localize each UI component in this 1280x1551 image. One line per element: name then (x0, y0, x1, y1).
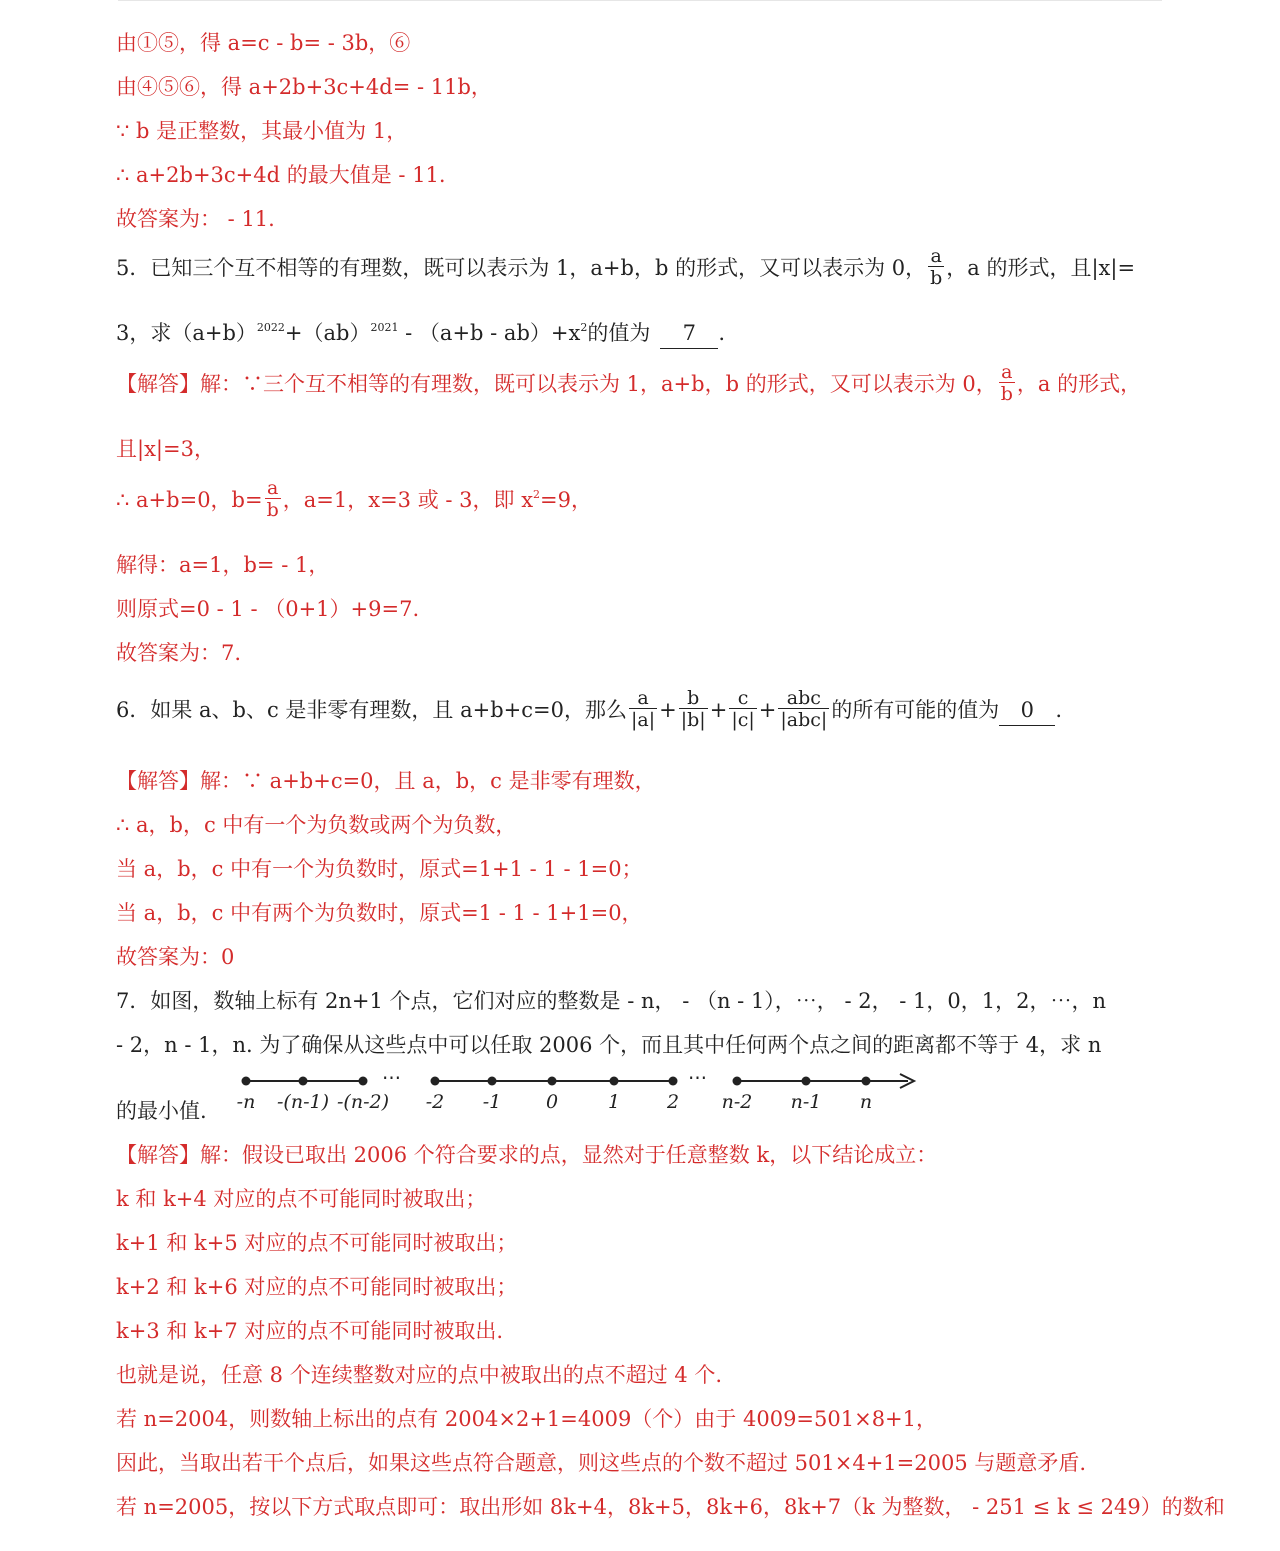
fraction-numerator: abc (778, 688, 829, 709)
answer-6-line-3: 当 a，b，c 中有一个为负数时，原式=1+1 - 1 - 1=0； (116, 857, 643, 881)
fraction-denominator: b (1000, 383, 1013, 405)
axis-point-label: n-2 (721, 1091, 753, 1113)
axis-point (548, 1077, 557, 1086)
answer-7-line-4: k+2 和 k+6 对应的点不可能同时被取出； (116, 1275, 518, 1299)
answer-5-line-6: 故答案为：7. (116, 641, 242, 665)
question-7-line-2: - 2，n - 1，n. 为了确保从这些点中可以任取 2006 个，而且其中任何两个点之间的距离都不等于 4，求 n (116, 1033, 1102, 1057)
solution-line: 由①⑤，得 a=c - b= - 3b，⑥ (116, 31, 411, 55)
question-text: . (1055, 698, 1062, 722)
fraction (928, 246, 944, 289)
number-line-figure (230, 1062, 930, 1122)
answer-text: =9， (540, 488, 593, 512)
axis-point (242, 1077, 251, 1086)
axis-point (862, 1077, 871, 1086)
question-7-line-3: 的最小值. (116, 1099, 207, 1123)
answer-text: ∴ a+b=0，b= (116, 488, 263, 512)
question-6 (116, 687, 1062, 733)
question-text: . (718, 321, 726, 345)
question-text: 3，求（a+b） (116, 321, 257, 345)
answer-text: 解：假设已取出 2006 个符合要求的点，显然对于任意整数 k，以下结论成立： (200, 1143, 938, 1167)
fraction-numerator: a (629, 688, 657, 709)
answer-text: 解：∵ a+b+c=0，且 a，b，c 是非零有理数， (200, 769, 656, 793)
answer-tag: 【解答】 (116, 1143, 200, 1167)
fraction-numerator: a (999, 362, 1015, 383)
plus-sign: + (659, 698, 677, 722)
axis-point-label: -(n-1) (277, 1091, 329, 1113)
fraction-denominator: b (266, 499, 279, 521)
axis-point (299, 1077, 308, 1086)
answer-5-line-5: 则原式=0 - 1 - （0+1）+9=7. (116, 597, 420, 621)
solution-line: ∴ a+2b+3c+4d 的最大值是 - 11. (116, 163, 446, 187)
answer-7-line-3: k+1 和 k+5 对应的点不可能同时被取出； (116, 1231, 518, 1255)
fraction-denominator: |b| (680, 709, 706, 731)
axis-point (488, 1077, 497, 1086)
answer-tag: 【解答】 (116, 372, 200, 396)
fraction-numerator: a (928, 246, 944, 267)
fraction (778, 688, 829, 731)
exponent: 2022 (256, 321, 285, 334)
question-text: 的所有可能的值为 (831, 698, 1000, 722)
answer-line: 故答案为： - 11. (116, 207, 275, 231)
exponent: 2 (580, 321, 588, 334)
answer-5-line-1 (116, 361, 1142, 407)
fraction-denominator: |c| (731, 709, 755, 731)
answer-7-line-2: k 和 k+4 对应的点不可能同时被取出； (116, 1187, 487, 1211)
question-7-line-1: 7．如图，数轴上标有 2n+1 个点，它们对应的整数是 - n， - （n - 1），⋯， - 2， - 1，0，1，2，⋯，n (116, 989, 1107, 1013)
question-text: 的值为 (587, 321, 651, 345)
answer-7-line-6: 也就是说，任意 8 个连续整数对应的点中被取出的点不超过 4 个. (116, 1363, 723, 1387)
fraction (629, 688, 657, 731)
top-divider (118, 0, 1162, 1)
axis-point-label: -1 (482, 1091, 502, 1113)
axis-point-label: -(n-2) (337, 1091, 389, 1113)
answer-6-line-2: ∴ a，b，c 中有一个为负数或两个为负数， (116, 813, 517, 837)
question-text: +（ab） (284, 321, 371, 345)
answer-5-line-4: 解得：a=1，b= - 1， (116, 553, 330, 577)
axis-point-label: n (859, 1091, 873, 1113)
answer-tag: 【解答】 (116, 769, 200, 793)
plus-sign: + (758, 698, 777, 722)
fraction (265, 478, 281, 521)
axis-ellipsis: ⋯ (688, 1067, 707, 1089)
solution-line: 由④⑤⑥，得 a+2b+3c+4d= - 11b， (116, 75, 492, 99)
question-text: - （a+b - ab）+x (398, 321, 581, 345)
fraction (729, 688, 756, 731)
axis-point-label: 1 (607, 1091, 621, 1113)
answer-7-line-1 (116, 1140, 937, 1170)
axis-point (669, 1077, 678, 1086)
question-5-line-1 (116, 245, 1136, 291)
question-5-line-2 (116, 318, 725, 352)
axis-point (431, 1077, 440, 1086)
answer-7-line-9: 若 n=2005，按以下方式取点即可：取出形如 8k+4，8k+5，8k+6，8k+7（k 为整数， - 251 ≤ k ≤ 249）的数和 (116, 1495, 1225, 1519)
question-text: 5．已知三个互不相等的有理数，既可以表示为 1，a+b，b 的形式，又可以表示为 0， (116, 256, 927, 280)
fraction (999, 362, 1015, 405)
solution-line: ∵ b 是正整数，其最小值为 1， (116, 119, 408, 143)
exponent: 2021 (370, 321, 399, 334)
fraction-denominator: |abc| (780, 709, 828, 731)
answer-7-line-7: 若 n=2004，则数轴上标出的点有 2004×2+1=4009（个）由于 4009=501×8+1， (116, 1407, 938, 1431)
answer-7-line-8: 因此，当取出若干个点后，如果这些点符合题意，则这些点的个数不超过 501×4+1=2005 与题意矛盾. (116, 1451, 1087, 1475)
axis-point (610, 1077, 619, 1086)
axis-point-label: n-1 (790, 1091, 822, 1113)
axis-point (802, 1077, 811, 1086)
exponent: 2 (533, 488, 541, 501)
answer-text: 解：∵三个互不相等的有理数，既可以表示为 1，a+b，b 的形式，又可以表示为 0， (200, 372, 997, 396)
answer-text: ，a 的形式， (1016, 372, 1142, 396)
axis-point (359, 1077, 368, 1086)
fraction-denominator: |a| (630, 709, 656, 731)
answer-6-line-5: 故答案为：0 (116, 945, 235, 969)
answer-6-line-1 (116, 766, 656, 796)
answer-7-line-5: k+3 和 k+7 对应的点不可能同时被取出. (116, 1319, 504, 1343)
axis-point-label: 2 (666, 1091, 680, 1113)
question-text: 6．如果 a、b、c 是非零有理数，且 a+b+c=0，那么 (116, 698, 627, 722)
axis-point-label: -2 (425, 1091, 445, 1113)
axis-point-label: 0 (545, 1091, 559, 1113)
axis-point-label: -n (236, 1091, 256, 1113)
fraction-numerator: c (729, 688, 756, 709)
fraction (679, 688, 708, 731)
answer-6-line-4: 当 a，b，c 中有两个为负数时，原式=1 - 1 - 1+1=0， (116, 901, 643, 925)
fraction-numerator: b (679, 688, 708, 709)
answer-blank: 7 (660, 318, 718, 349)
answer-5-line-2: 且|x|=3， (116, 437, 215, 461)
plus-sign: + (709, 698, 728, 722)
fraction-numerator: a (265, 478, 281, 499)
answer-5-line-3 (116, 477, 593, 523)
axis-point (733, 1077, 742, 1086)
answer-blank: 0 (999, 695, 1055, 726)
axis-ellipsis: ⋯ (382, 1067, 401, 1089)
answer-text: ，a=1，x=3 或 - 3，即 x (282, 488, 534, 512)
question-text: ，a 的形式，且|x|= (946, 256, 1136, 280)
fraction-denominator: b (930, 267, 943, 289)
